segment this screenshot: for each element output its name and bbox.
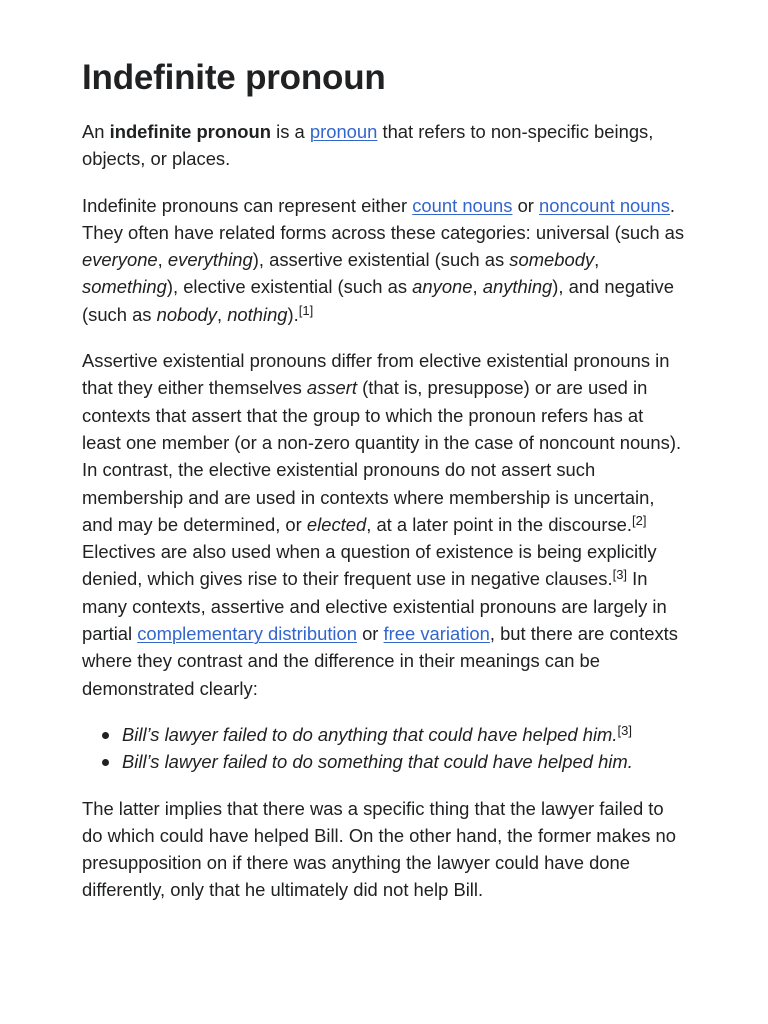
citation-3[interactable]: [3] [612, 567, 628, 583]
categories-paragraph [82, 192, 686, 328]
text: or [356, 623, 384, 645]
citation-2[interactable]: [2] [632, 512, 647, 528]
list-item [122, 748, 686, 775]
italic-term: everyone [82, 249, 158, 271]
text: or [512, 194, 540, 216]
example-sentence: Bill’s lawyer failed to do anything that could have helped him. [122, 723, 618, 745]
link-pronoun[interactable]: pronoun [309, 121, 378, 142]
italic-term: anyone [412, 276, 473, 298]
italic-term: something [82, 276, 167, 298]
italic-term: anything [482, 276, 553, 298]
list-item [122, 721, 686, 748]
text: that refers to non-specific beings, objects, or places. [82, 121, 654, 170]
assertive-elective-paragraph [82, 347, 686, 702]
text: ). [287, 303, 299, 325]
text: , [472, 276, 483, 298]
citation-3[interactable]: [3] [617, 722, 632, 738]
link-free-variation[interactable]: free variation [383, 623, 490, 645]
link-count-nouns[interactable]: count nouns [412, 194, 513, 216]
example-sentence: Bill’s lawyer failed to do something that could have helped him. [122, 751, 633, 773]
bullet-icon [102, 732, 109, 739]
italic-term: somebody [509, 249, 595, 271]
text: In many contexts, assertive and elective existential pronouns are largely in partial [82, 568, 667, 645]
italic-term: everything [167, 249, 253, 271]
conclusion-paragraph: The latter implies that there was a specific thing that the lawyer failed to do which could have helped Bill. On the other hand, the former makes no presupposition on if there was anything the lawyer could have done differently, only that he ultimately did not help Bill. [82, 797, 676, 901]
citation-1[interactable]: [1] [298, 302, 314, 318]
text: An [82, 121, 110, 142]
text: (that is, presuppose) or are used in contexts that assert that the group to which the pronoun refers has at least one member (or a non-zero quantity in the case of noncount nouns). In contrast, the elective existential pronouns do not assert such membership and are used in contexts where membership is uncertain, and may be determined, or [82, 377, 682, 535]
link-complementary-distribution[interactable]: complementary distribution [137, 623, 357, 645]
page-title: Indefinite pronoun [82, 58, 386, 97]
intro-paragraph [82, 118, 686, 173]
italic-term: assert [306, 377, 357, 399]
italic-term: nobody [156, 303, 217, 325]
text: ), assertive existential (such as [252, 249, 510, 271]
italic-term: elected [306, 513, 367, 535]
text: ), and negative (such as [82, 276, 674, 325]
bold-term: indefinite pronoun [109, 121, 272, 142]
bullet-icon [102, 759, 109, 766]
link-noncount-nouns[interactable]: noncount nouns [539, 194, 670, 216]
italic-term: nothing [227, 303, 288, 325]
text: . They often have related forms across these categories: universal (such as [82, 194, 685, 243]
text: ), elective existential (such as [166, 276, 413, 298]
example-list [82, 721, 686, 776]
text: is a [271, 121, 310, 142]
text: , [594, 249, 600, 271]
text: Electives are also used when a question of existence is being explicitly denied, which gives rise to their frequent use in negative clauses. [82, 541, 657, 590]
text: , but there are contexts where they contrast and the difference in their meanings can be demonstrated clearly: [82, 623, 678, 699]
text: , [216, 303, 228, 325]
text: Indefinite pronouns can represent either [82, 194, 413, 216]
text: , [157, 249, 168, 271]
text: Assertive existential pronouns differ from elective existential pronouns in that they either themselves [82, 350, 670, 399]
text: , at a later point in the discourse. [366, 513, 633, 535]
